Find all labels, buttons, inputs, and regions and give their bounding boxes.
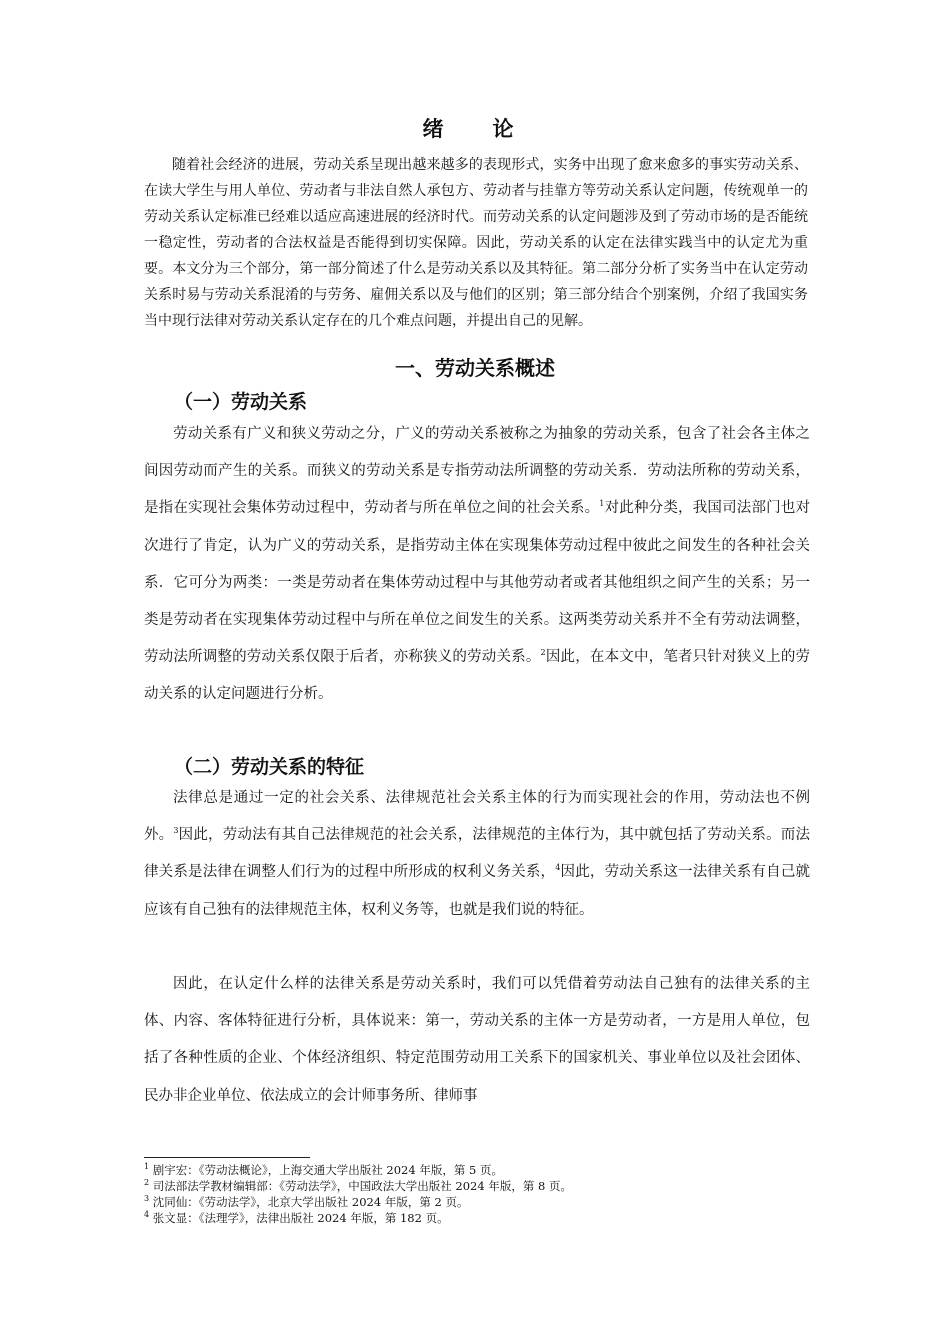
paragraph-text: 对此种分类，我国司法部门也对次进行了肯定，认为广义的劳动关系，是指劳动主体在实现集体劳动过程中彼此之间发生的各种社会关系．它可分为两类：一类是劳动者在集体劳动过程中与其他劳动者或者其他组织之间产生的关系；另一类是劳动者在实现集体劳动过程中与所在单位之间发生的关系。这两类劳动关系并不全有劳动法调整，劳动法所调整的劳动关系仅限于后者，亦称狭义的劳动关系。 [144, 500, 811, 666]
footnotes [144, 1162, 824, 1226]
paragraph-text: 劳动关系有广义和狭义劳动之分，广义的劳动关系被称之为抽象的劳动关系，包含了社会各主体之间因劳动而产生的关系。而狭义的劳动关系是专指劳动法所调整的劳动关系．劳动法所称的劳动关系，是指在实现社会集体劳动过程中，劳动者与所在单位之间的社会关系。 [144, 426, 810, 517]
paragraph-text: 因此，在本文中，笔者只针对狭义上的劳动关系的认定问题进行分析。 [144, 649, 811, 703]
footnote-ref[interactable]: 1 [599, 499, 605, 509]
paragraph-text: 因此，劳动关系这一法律关系有自己就应该有自己独有的法律规范主体，权利义务等，也就是我们说的特征。 [144, 864, 811, 918]
footnote-2 [144, 1178, 824, 1194]
intro-paragraph: 随着社会经济的进展，劳动关系呈现出越来越多的表现形式，实务中出现了愈来愈多的事实劳动关系、在读大学生与用人单位、劳动者与非法自然人承包方、劳动者与挂靠方等劳动关系认定问题，传统观单一的劳动关系认定标准已经难以适应高速进展的经济时代。而劳动关系的认定问题涉及到了劳动市场的是否能统一稳定性，劳动者的合法权益是否能得到切实保障。因此，劳动关系的认定在法律实践当中的认定尤为重要。本文分为三个部分，第一部分简述了什么是劳动关系以及其特征。第二部分分析了实务当中在认定劳动关系时易与劳动关系混淆的与劳务、雇佣关系以及与他们的区别；第三部分结合个别案例，介绍了我国实务当中现行法律对劳动关系认定存在的几个难点问题，并提出自己的见解。 [144, 157, 808, 329]
footnote-ref[interactable]: 4 [555, 863, 561, 873]
footnote-number: 2 [144, 1178, 150, 1188]
footnote-number: 1 [144, 1162, 150, 1172]
subsection-heading-1: （一）劳动关系 [174, 391, 308, 413]
footnote-text: 司法部法学教材编辑部：《劳动法学》，中国政法大学出版社 2024 年版，第 8 页。 [152, 1179, 572, 1193]
paragraph-features [144, 780, 810, 929]
footnote-text: 沈同仙：《劳动法学》，北京大学出版社 2024 年版，第 2 页。 [152, 1195, 469, 1209]
page-title: 绪 论 [422, 117, 528, 141]
footnote-text: 剧宇宏：《劳动法概论》，上海交通大学出版社 2024 年版，第 5 页。 [152, 1163, 503, 1177]
section-heading: 一、劳动关系概述 [395, 356, 555, 380]
subsection-heading-2: （二）劳动关系的特征 [174, 756, 365, 778]
paragraph-analysis: 因此，在认定什么样的法律关系是劳动关系时，我们可以凭借着劳动法自己独有的法律关系的主体、内容、客体特征进行分析，具体说来：第一，劳动关系的主体一方是劳动者，一方是用人单位，包括了各种性质的企业、个体经济组织、特定范围劳动用工关系下的国家机关、事业单位以及社会团体、民办非企业单位、依法成立的会计师事务所、律师事 [144, 976, 810, 1104]
footnote-number: 3 [144, 1194, 150, 1204]
footnote-number: 4 [144, 1210, 150, 1220]
paragraph-text: 法律总是通过一定的社会关系、法律规范社会关系主体的行为而实现社会的作用，劳动法也不例外。 [144, 790, 810, 844]
paragraph-text: 因此，劳动法有其自己法律规范的社会关系，法律规范的主体行为，其中就包括了劳动关系。而法律关系是法律在调整人们行为的过程中所形成的权利义务关系， [144, 827, 810, 881]
footnote-3 [144, 1194, 824, 1210]
footnote-4 [144, 1210, 824, 1226]
footnote-divider [144, 1157, 310, 1158]
footnote-text: 张文显：《法理学》，法律出版社 2024 年版，第 182 页。 [152, 1211, 449, 1225]
footnote-ref[interactable]: 2 [540, 648, 546, 658]
footnote-1 [144, 1162, 824, 1178]
paragraph-labor-relations [144, 416, 810, 714]
footnote-ref[interactable]: 3 [173, 826, 179, 836]
